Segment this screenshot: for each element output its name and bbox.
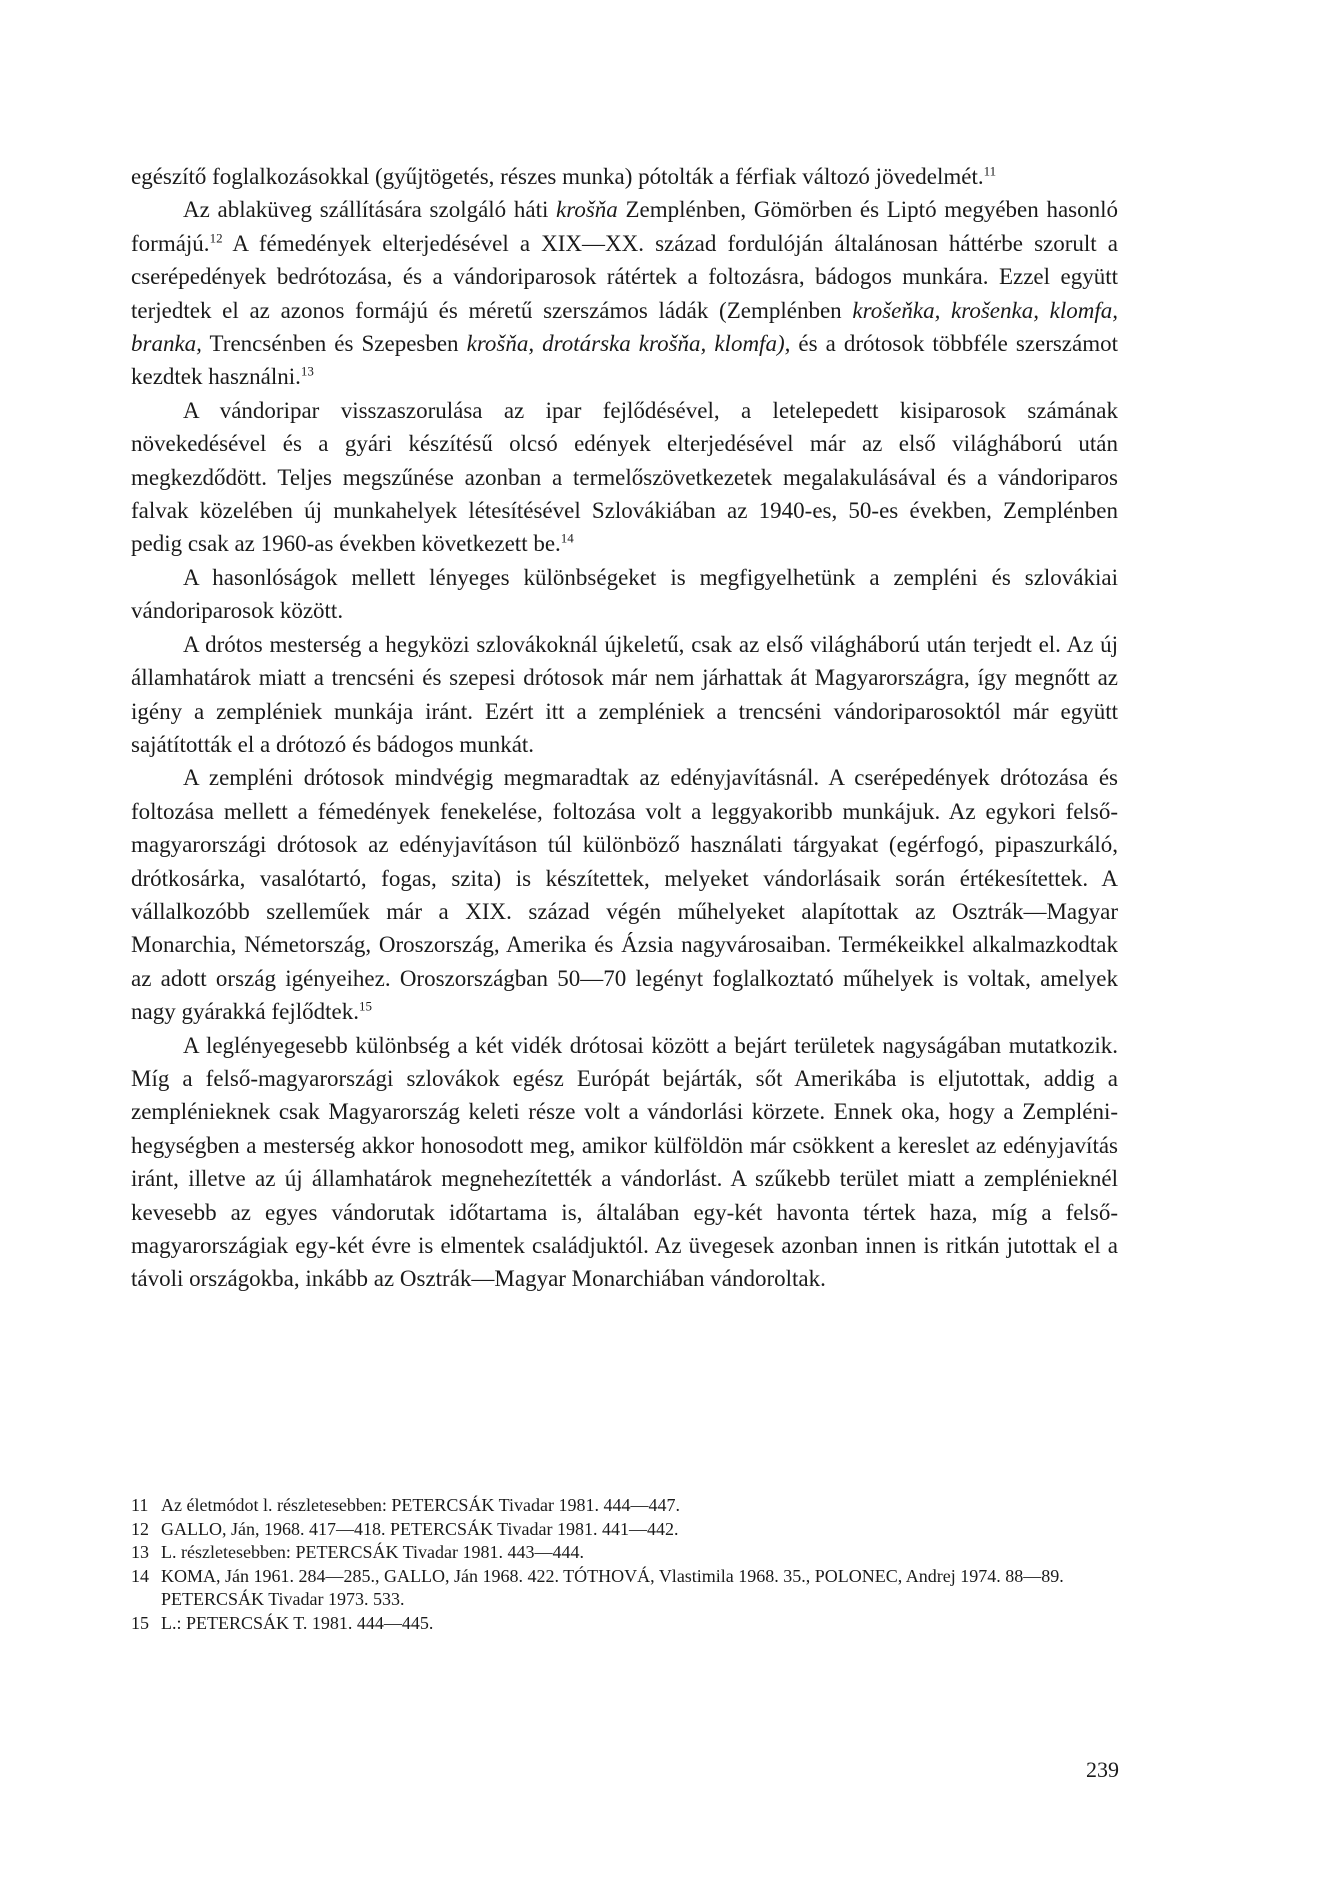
footnote-text: Az életmódot l. részletesebben: PETERCSÁK Tivadar 1981. 444—447. — [161, 1495, 680, 1515]
footnote — [131, 1612, 1118, 1636]
footnote-ref: 14 — [560, 530, 574, 546]
footnotes — [131, 1494, 1118, 1635]
italic-term: krošeňka, krošenka, klomfa, branka, — [131, 297, 1118, 357]
paragraph — [131, 193, 1118, 393]
text-run: és a drótosok többféle szerszámot kezdtek használni. — [131, 331, 1118, 390]
footnote-number: 12 — [131, 1518, 149, 1539]
paragraph — [131, 1029, 1118, 1296]
page-number: 239 — [1086, 1757, 1119, 1782]
footnote — [131, 1565, 1118, 1612]
footnote-text: GALLO, Ján, 1968. 417—418. PETERCSÁK Tivadar 1981. 441—442. — [161, 1518, 679, 1539]
footnote-ref: 15 — [359, 998, 372, 1014]
footnote — [131, 1494, 1118, 1518]
paragraph — [131, 394, 1118, 561]
text-run: A drótos mesterség a hegyközi szlovákoknál újkeletű, csak az első világháború után terjedt el. Az új államhatárok miatt a trencséni és szepesi drótosok már nem járhattak át Magyarországra, így megnőtt az igény a zempléniek munkája iránt. Ezért itt a zempléniek a trencséni vándoriparosoktól már együtt sajátították el a drótozó és bádogos munkát. — [131, 631, 1118, 757]
text-run: A hasonlóságok mellett lényeges különbségeket is megfigyelhetünk a zempléni és szlovákiai vándoriparosok között. — [131, 564, 1118, 624]
footnote-number: 15 — [131, 1612, 149, 1633]
footnote-ref: 11 — [983, 163, 997, 179]
text-run: egészítő foglalkozásokkal (gyűjtögetés, részes munka) pótolták a férfiak változó jövedelmét. — [131, 164, 984, 189]
paragraph — [131, 160, 1118, 193]
italic-term: krošňa, drotárska krošňa, klomfa), — [466, 331, 791, 357]
footnote-number: 13 — [131, 1542, 149, 1562]
italic-term: krošňa — [556, 197, 618, 223]
text-run: A vándoripar visszaszorulása az ipar fejlődésével, a letelepedett kisiparosok számának növekedésével és a gyári készítésű olcsó edények elterjedésével már az első világháború után megkezdődött. Teljes megszűnése azonban a termelőszövetkezetek megalakulásával és a vándoriparos falvak közelében új munkahelyek létesítésével Szlovákiában az 1940-es, 50-es években, Zemplénben pedig csak az 1960-as években következett be. — [131, 397, 1118, 557]
text-run: Az ablaküveg szállítására szolgáló háti — [183, 197, 557, 223]
footnote-number: 11 — [131, 1495, 149, 1515]
text-run: A leglényegesebb különbség a két vidék drótosai között a bejárt területek nagyságában mutatkozik. Míg a felső-magyarországi szlovákok egész Európát bejárták, sőt Amerikába is eljutottak, addig a zemplénieknek csak Magyarország keleti része volt a vándorlási körzete. Ennek oka, hogy a Zempléni-hegységben a mesterség akkor honosodott meg, amikor külföldön már csökkent a kereslet az edényjavítás iránt, illetve az új államhatárok megnehezítették a vándorlást. A szűkebb terület miatt a zemplénieknél kevesebb az egyes vándorutak időtartama is, általában egy-két havonta tértek haza, míg a felső-magyarországiak egy-két évre is elmentek családjuktól. Az üvegesek azonban innen is ritkán jutottak el a távoli országokba, inkább az Osztrák—Magyar Monarchiában vándoroltak. — [131, 1032, 1118, 1292]
text-run: A zempléni drótosok mindvégig megmaradtak az edényjavításnál. A cserépedények drótozása és foltozása mellett a fémedények fenekelése, foltozása volt a leggyakoribb munkájuk. Az egykori felső-magyarországi drótosok az edényjavításon túl különböző használati tárgyakat (egérfogó, pipaszurkáló, drótkosárka, vasalótartó, fogas, szita) is készítettek, melyeket vándorlásaik során értékesítettek. A vállalkozóbb szelleműek már a XIX. század végén műhelyeket alapítottak az Osztrák—Magyar Monarchia, Németország, Oroszország, Amerika és Ázsia nagyvárosaiban. Termékeikkel alkalmazkodtak az adott ország igényeihez. Oroszországban 50—70 legényt foglalkoztató műhelyek is voltak, amelyek nagy gyárakká fejlődtek. — [131, 765, 1118, 1025]
footnote-ref: 12 — [209, 230, 223, 246]
body-text — [131, 160, 1118, 1296]
paragraph — [131, 561, 1118, 628]
footnote — [131, 1541, 1118, 1565]
text-run: Trencsénben és Szepesben — [201, 331, 467, 357]
paragraph — [131, 761, 1118, 1028]
paragraph — [131, 628, 1118, 762]
footnote-text: KOMA, Ján 1961. 284—285., GALLO, Ján 1968. 422. TÓTHOVÁ, Vlastimila 1968. 35., POLONEC, Andrej 1974. 88—89. PETERCSÁK Tivadar 1973. 533. — [161, 1565, 1064, 1609]
text-run: Zemplénben, Gömörben és Liptó megyében hasonló formájú. — [131, 197, 1118, 256]
text-run: A fémedények elterjedésével a XIX—XX. század fordulóján általánosan háttérbe szorult a cserépedények bedrótozása, és a vándoriparosok rátértek a foltozásra, bádogos munkára. Ezzel együtt terjedtek el az azonos formájú és méretű szerszámos ládák (Zemplénben — [131, 230, 1118, 323]
footnote-ref: 13 — [300, 363, 314, 379]
footnote-text: L.: PETERCSÁK T. 1981. 444—445. — [161, 1612, 434, 1633]
footnote-number: 14 — [131, 1565, 149, 1586]
footnote — [131, 1518, 1118, 1542]
footnote-text: L. részletesebben: PETERCSÁK Tivadar 1981. 443—444. — [161, 1542, 584, 1562]
